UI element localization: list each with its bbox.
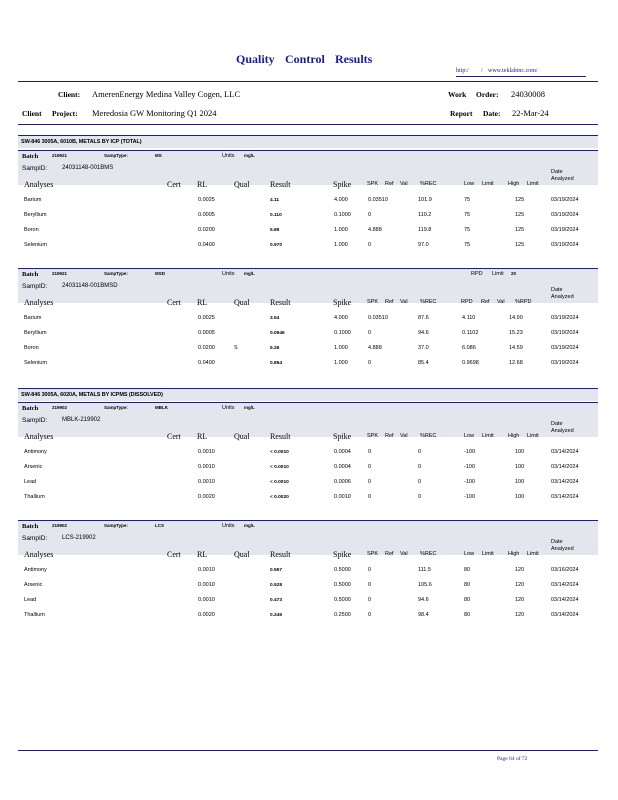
spk-ref-value: 0 (368, 360, 372, 366)
url-prefix: http:/ (456, 68, 469, 74)
col-val: Val (400, 181, 408, 187)
analyzed-date: 03/14/2024 (551, 494, 579, 500)
spike-value: 1.000 (334, 242, 348, 248)
col-high-limit: Limit (527, 551, 539, 557)
col-val: Val (400, 551, 408, 557)
col-rl: RL (197, 180, 208, 189)
col-result: Result (270, 432, 291, 441)
analyzed-date: 03/19/2024 (551, 212, 579, 218)
samptype-value: MS (155, 153, 162, 158)
col-rl: RL (197, 298, 208, 307)
col-low: Low (464, 433, 475, 439)
spk-ref-value: 0 (368, 449, 372, 455)
col-qual: Qual (234, 550, 250, 559)
spk-ref-value: 0.03510 (368, 197, 388, 203)
spk-ref-value: 0 (368, 330, 372, 336)
high-or-rpd-value: 125 (515, 197, 525, 203)
lab-url-link[interactable]: www.teklabinc.com/ (488, 68, 538, 74)
analyte-name: Boron (24, 345, 39, 351)
spike-value: 0.0004 (334, 449, 351, 455)
col-spk: SPK (367, 551, 379, 557)
col-rpd: RPD (461, 299, 473, 305)
footer-rule (18, 750, 598, 751)
client-label-2: Client (22, 109, 42, 118)
spk-ref-value: 0 (368, 597, 372, 603)
sampid-label: SampID: (22, 165, 48, 172)
sampid-label: SampID: (22, 283, 48, 290)
low-or-rpd-ref-value: 80 (464, 582, 471, 588)
col-rpd-ref: Ref (481, 299, 490, 305)
sampid-value: LCS-219902 (62, 535, 96, 541)
spk-ref-value: 0 (368, 464, 372, 470)
low-or-rpd-ref-value: -100 (464, 449, 476, 455)
col-low-limit: Limit (482, 181, 494, 187)
report-label: Report (450, 109, 473, 118)
col-rec: %REC (420, 299, 437, 305)
sampid-value: 24031148-001BMS (62, 165, 114, 171)
rec-value: 105.6 (418, 582, 432, 588)
col-rl: RL (197, 550, 208, 559)
col-rl: RL (197, 432, 208, 441)
low-or-rpd-ref-value: -100 (464, 479, 476, 485)
rl-value: 0.0005 (198, 330, 215, 336)
col-ref: Ref (385, 433, 394, 439)
client-name: AmerenEnergy Medina Valley Cogen, LLC (92, 89, 241, 99)
analyzed-date: 03/19/2024 (551, 360, 579, 366)
rl-value: 0.0025 (198, 197, 215, 203)
batch-label: Batch (22, 153, 39, 160)
rl-value: 0.0200 (198, 227, 215, 233)
col-date: Date (551, 287, 563, 293)
batch-label: Batch (22, 271, 39, 278)
col-spk: SPK (367, 181, 379, 187)
col-date: Date (551, 169, 563, 175)
client-label: Client: (58, 90, 81, 99)
high-or-rpd-value: 120 (515, 597, 525, 603)
sampid-value: 24031148-001BMSD (62, 283, 118, 289)
col-analyzed: Analyzed (551, 294, 574, 300)
col-ref: Ref (385, 181, 394, 187)
rec-value: 98.4 (418, 612, 429, 618)
units-value: mg/L (244, 271, 255, 276)
col-qual: Qual (234, 180, 250, 189)
sampid-label: SampID: (22, 417, 48, 424)
units-label: Units (222, 271, 235, 277)
col-date: Date (551, 421, 563, 427)
analyte-name: Boron (24, 227, 39, 233)
samptype-label: SampType: (104, 523, 128, 528)
col-high: High (508, 181, 520, 187)
analyte-name: Arsenic (24, 464, 43, 470)
analyte-name: Arsenic (24, 582, 43, 588)
spike-value: 0.5000 (334, 567, 351, 573)
url-underline (456, 76, 586, 77)
analyte-name: Selenium (24, 242, 47, 248)
rl-value: 0.0010 (198, 449, 215, 455)
spk-ref-value: 4.888 (368, 227, 382, 233)
section-title (18, 388, 598, 401)
rl-value: 0.0400 (198, 360, 215, 366)
col-high: High (508, 433, 520, 439)
result-value: < 0.0010 (270, 480, 289, 485)
rec-value: 87.6 (418, 315, 429, 321)
high-or-rpd-value: 12.68 (509, 360, 523, 366)
spk-ref-value: 0 (368, 242, 372, 248)
col-result: Result (270, 298, 291, 307)
date-label: Date: (483, 109, 501, 118)
result-value: 0.110 (270, 213, 282, 218)
qual-value: S (234, 345, 238, 351)
high-or-rpd-value: 100 (515, 479, 525, 485)
section-title (18, 135, 598, 148)
header-bottom-rule (18, 124, 598, 125)
spk-ref-value: 4.888 (368, 345, 382, 351)
low-or-rpd-ref-value: 75 (464, 197, 471, 203)
spk-ref-value: 0 (368, 212, 372, 218)
spk-ref-value: 0.03510 (368, 315, 388, 321)
analyte-name: Barium (24, 315, 42, 321)
col-rec: %REC (420, 433, 437, 439)
units-label: Units (222, 523, 235, 529)
spike-value: 1.000 (334, 227, 348, 233)
low-or-rpd-ref-value: 6.086 (462, 345, 476, 351)
title-control: Control (285, 52, 325, 66)
analyte-name: Lead (24, 479, 37, 485)
result-value: < 0.0020 (270, 495, 289, 500)
rl-value: 0.0020 (198, 612, 215, 618)
col-spike: Spike (333, 298, 352, 307)
rl-value: 0.0400 (198, 242, 215, 248)
samptype-value: MSD (155, 271, 165, 276)
col-spike: Spike (333, 432, 352, 441)
high-or-rpd-value: 14.90 (509, 315, 523, 321)
col-rpd-val: Val (497, 299, 505, 305)
high-or-rpd-value: 120 (515, 567, 525, 573)
rl-value: 0.0010 (198, 582, 215, 588)
analyzed-date: 03/14/2024 (551, 449, 579, 455)
col-qual: Qual (234, 298, 250, 307)
rec-value: 0 (418, 449, 422, 455)
work-label: Work (448, 90, 467, 99)
spk-ref-value: 0 (368, 582, 372, 588)
rl-value: 0.0200 (198, 345, 215, 351)
low-or-rpd-ref-value: 0.9698 (462, 360, 479, 366)
col-date: Date (551, 539, 563, 545)
samptype-value: LCS (155, 523, 164, 528)
rpd-label: RPD (471, 271, 483, 277)
result-value: < 0.0010 (270, 450, 289, 455)
rec-value: 0 (418, 479, 422, 485)
samptype-label: SampType: (104, 271, 128, 276)
samptype-value: MBLK (155, 405, 168, 410)
rec-value: 101.9 (418, 197, 432, 203)
col-cert: Cert (167, 180, 181, 189)
col-result: Result (270, 180, 291, 189)
samptype-label: SampType: (104, 153, 128, 158)
col-analyses: Analyses (24, 298, 54, 307)
spike-value: 0.0006 (334, 479, 351, 485)
units-value: mg/L (244, 153, 255, 158)
analyzed-date: 03/14/2024 (551, 612, 579, 618)
rl-value: 0.0010 (198, 597, 215, 603)
batch-label: Batch (22, 523, 39, 530)
col-low-limit: Limit (482, 551, 494, 557)
result-value: 0.557 (270, 568, 283, 573)
spk-ref-value: 0 (368, 494, 372, 500)
col-val: Val (400, 299, 408, 305)
rl-value: 0.0005 (198, 212, 215, 218)
sampid-label: SampID: (22, 535, 48, 542)
analyte-name: Selenium (24, 360, 47, 366)
spk-ref-value: 0 (368, 479, 372, 485)
col-rec: %REC (420, 181, 437, 187)
analyzed-date: 03/19/2024 (551, 330, 579, 336)
result-value: 0.473 (270, 598, 283, 603)
units-value: mg/L (244, 405, 255, 410)
col-val: Val (400, 433, 408, 439)
col-analyzed: Analyzed (551, 176, 574, 182)
low-or-rpd-ref-value: 80 (464, 612, 471, 618)
spike-value: 4.000 (334, 197, 348, 203)
batch-label: Batch (22, 405, 39, 412)
project-name: Meredosia GW Monitoring Q1 2024 (92, 108, 217, 118)
analyzed-date: 03/16/2024 (551, 567, 579, 573)
rec-value: 110.2 (418, 212, 432, 218)
analyzed-date: 03/19/2024 (551, 315, 579, 321)
spike-value: 1.000 (334, 360, 348, 366)
col-high-limit: Limit (527, 433, 539, 439)
col-cert: Cert (167, 550, 181, 559)
col-qual: Qual (234, 432, 250, 441)
analyte-name: Antimony (24, 449, 47, 455)
col-rpd-pct: %RPD (515, 299, 532, 305)
high-or-rpd-value: 120 (515, 582, 525, 588)
col-low: Low (464, 181, 475, 187)
rec-value: 94.6 (418, 330, 429, 336)
rec-value: 0 (418, 464, 422, 470)
order-label: Order: (476, 90, 499, 99)
batch-id: 219902 (52, 405, 68, 410)
rec-value: 37.0 (418, 345, 429, 351)
spike-value: 0.2500 (334, 612, 351, 618)
high-or-rpd-value: 100 (515, 464, 525, 470)
result-value: 4.11 (270, 198, 280, 203)
analyzed-date: 03/19/2024 (551, 242, 579, 248)
high-or-rpd-value: 14.59 (509, 345, 523, 351)
rl-value: 0.0020 (198, 494, 215, 500)
result-value: 0.246 (270, 613, 283, 618)
section-title-text: SW-846 3005A, 6020A, METALS BY ICPMS (DISSOLVED) (21, 392, 163, 398)
analyzed-date: 03/19/2024 (551, 227, 579, 233)
rl-value: 0.0010 (198, 479, 215, 485)
col-ref: Ref (385, 551, 394, 557)
spike-value: 0.0004 (334, 464, 351, 470)
result-value: 3.54 (270, 316, 280, 321)
spike-value: 0.0010 (334, 494, 351, 500)
rpd-limit-value: 20 (511, 271, 517, 276)
rl-value: 0.0025 (198, 315, 215, 321)
units-label: Units (222, 405, 235, 411)
analyte-name: Antimony (24, 567, 47, 573)
batch-id: 219902 (52, 523, 68, 528)
analyte-name: Beryllium (24, 212, 47, 218)
analyte-name: Thallium (24, 612, 45, 618)
spike-value: 1.000 (334, 345, 348, 351)
rl-value: 0.0010 (198, 464, 215, 470)
rpd-limit-label: Limit (492, 271, 504, 277)
analyte-name: Barium (24, 197, 42, 203)
spk-ref-value: 0 (368, 567, 372, 573)
col-analyses: Analyses (24, 432, 54, 441)
result-value: 0.854 (270, 361, 283, 366)
analyzed-date: 03/14/2024 (551, 597, 579, 603)
col-rec: %REC (420, 551, 437, 557)
high-or-rpd-value: 125 (515, 227, 525, 233)
result-value: 0.0946 (270, 331, 285, 336)
analyzed-date: 03/14/2024 (551, 464, 579, 470)
spk-ref-value: 0 (368, 612, 372, 618)
rec-value: 119.8 (418, 227, 432, 233)
col-result: Result (270, 550, 291, 559)
result-value: 5.26 (270, 346, 280, 351)
high-or-rpd-value: 120 (515, 612, 525, 618)
analyzed-date: 03/19/2024 (551, 197, 579, 203)
result-value: 0.528 (270, 583, 283, 588)
rl-value: 0.0010 (198, 567, 215, 573)
col-spike: Spike (333, 180, 352, 189)
col-low: Low (464, 551, 475, 557)
low-or-rpd-ref-value: 75 (464, 242, 471, 248)
col-high-limit: Limit (527, 181, 539, 187)
spike-value: 0.5000 (334, 582, 351, 588)
low-or-rpd-ref-value: 75 (464, 227, 471, 233)
analyte-name: Lead (24, 597, 37, 603)
high-or-rpd-value: 100 (515, 449, 525, 455)
high-or-rpd-value: 125 (515, 212, 525, 218)
result-value: < 0.0010 (270, 465, 289, 470)
project-label: Project: (52, 109, 78, 118)
batch-id: 219921 (52, 153, 68, 158)
col-low-limit: Limit (482, 433, 494, 439)
samptype-label: SampType: (104, 405, 128, 410)
rec-value: 94.6 (418, 597, 429, 603)
low-or-rpd-ref-value: -100 (464, 464, 476, 470)
url-slash: / (481, 68, 483, 74)
low-or-rpd-ref-value: 0.1102 (462, 330, 479, 336)
rec-value: 111.5 (418, 567, 431, 573)
analyte-name: Thallium (24, 494, 45, 500)
report-date: 22-Mar-24 (512, 108, 549, 118)
low-or-rpd-ref-value: 4.110 (462, 315, 476, 321)
analyzed-date: 03/19/2024 (551, 345, 579, 351)
result-value: 0.970 (270, 243, 283, 248)
rec-value: 0 (418, 494, 422, 500)
col-cert: Cert (167, 298, 181, 307)
batch-id: 219921 (52, 271, 68, 276)
low-or-rpd-ref-value: 75 (464, 212, 471, 218)
spike-value: 0.5000 (334, 597, 351, 603)
low-or-rpd-ref-value: 80 (464, 597, 471, 603)
col-spk: SPK (367, 299, 379, 305)
title-quality: Quality (236, 52, 275, 66)
spike-value: 4.000 (334, 315, 348, 321)
work-order: 24030008 (511, 89, 545, 99)
section-title-text: SW-846 3005A, 6010B, METALS BY ICP (TOTAL) (21, 139, 142, 145)
sampid-value: MBLK-219902 (62, 417, 101, 423)
col-high: High (508, 551, 520, 557)
col-analyses: Analyses (24, 180, 54, 189)
col-analyzed: Analyzed (551, 428, 574, 434)
high-or-rpd-value: 100 (515, 494, 525, 500)
col-cert: Cert (167, 432, 181, 441)
analyzed-date: 03/14/2024 (551, 479, 579, 485)
spike-value: 0.1000 (334, 330, 351, 336)
units-value: mg/L (244, 523, 255, 528)
rec-value: 85.4 (418, 360, 429, 366)
high-or-rpd-value: 125 (515, 242, 525, 248)
col-analyses: Analyses (24, 550, 54, 559)
low-or-rpd-ref-value: 80 (464, 567, 471, 573)
result-value: 5.89 (270, 228, 280, 233)
col-spike: Spike (333, 550, 352, 559)
spike-value: 0.1000 (334, 212, 351, 218)
col-analyzed: Analyzed (551, 546, 574, 552)
units-label: Units (222, 153, 235, 159)
col-spk: SPK (367, 433, 379, 439)
analyzed-date: 03/14/2024 (551, 582, 579, 588)
col-ref: Ref (385, 299, 394, 305)
page-number: Page 64 of 72 (497, 756, 528, 762)
low-or-rpd-ref-value: -100 (464, 494, 476, 500)
rec-value: 97.0 (418, 242, 429, 248)
high-or-rpd-value: 15.23 (509, 330, 523, 336)
analyte-name: Beryllium (24, 330, 47, 336)
header-top-rule (18, 81, 598, 82)
title-results: Results (335, 52, 373, 66)
